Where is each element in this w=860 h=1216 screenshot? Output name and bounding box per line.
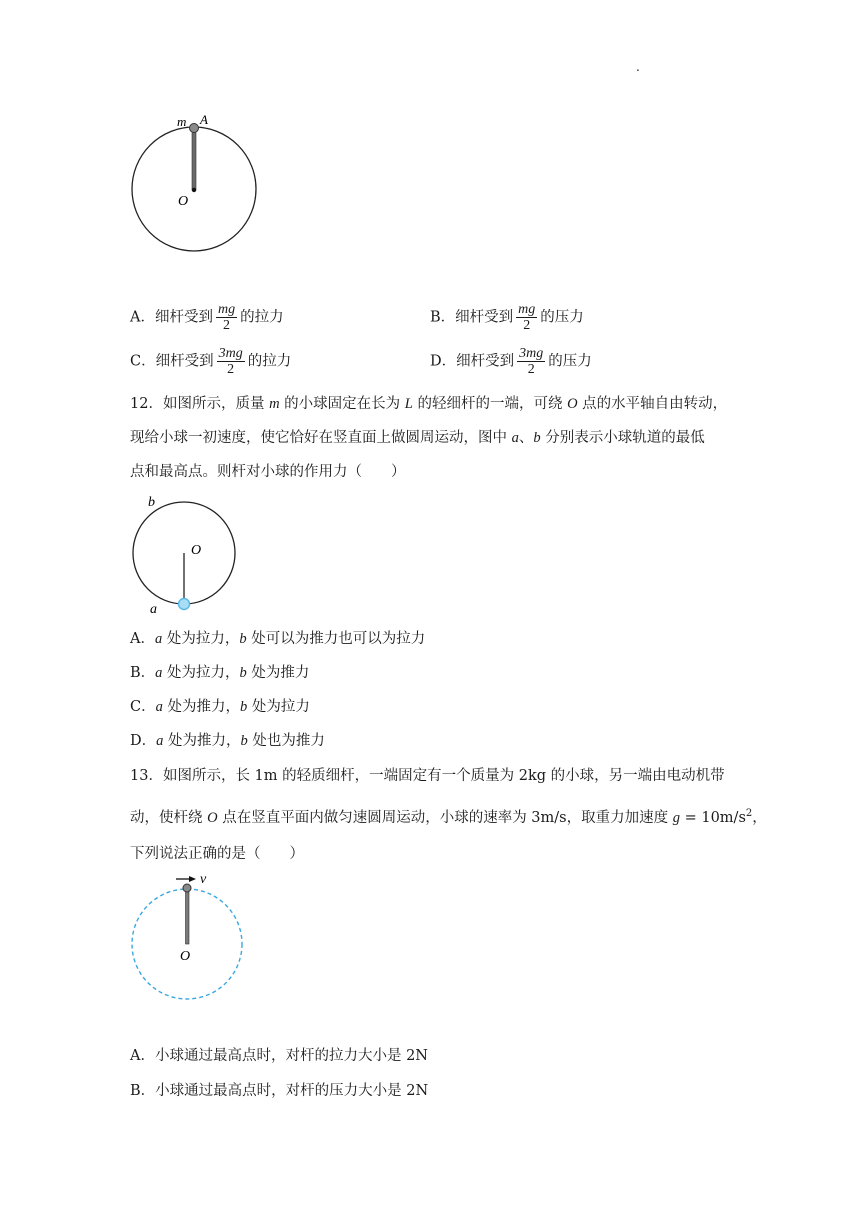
fraction-denominator: 2 [223,318,231,333]
text-segment: 处为推力， [162,699,240,715]
q11-option-a-fraction [216,302,237,333]
option-letter: A． [130,631,155,647]
fraction-numerator: 3mg [519,346,544,361]
q12-option-a [130,629,425,649]
q12-label-a: a [150,602,157,616]
q12-figure [128,488,248,616]
fraction-numerator: mg [518,302,536,317]
q12-stem-line-2 [130,428,740,448]
var-b: b [533,430,541,446]
text-segment: ， [752,809,767,826]
var-b: b [239,631,247,647]
q13-ball [183,884,191,892]
q13-velocity-arrow-head [189,876,196,882]
option-letter: B． [130,665,156,681]
q12-stem-line-3: 点和最高点。则杆对小球的作用力（ ） [130,464,406,480]
q13-stem-line-3: 下列说法正确的是（ ） [130,846,304,862]
q13-label-v: v [200,872,207,887]
q13-figure [126,868,252,1006]
q11-figure [120,108,270,258]
q11-option-b-suffix: 的压力 [540,309,584,326]
text-segment: 处可以为推力也可以为拉力 [246,631,426,647]
text-segment: 处为推力 [246,665,310,681]
var-a: a [156,733,164,749]
text-segment: 点的水平轴自由转动， [577,396,728,412]
q12-stem-line-1 [130,394,740,414]
q11-option-a-suffix: 的拉力 [240,309,284,326]
var-g: g [672,809,680,826]
var-a: a [154,631,163,647]
q13-label-O: O [180,949,191,964]
q12-label-O: O [191,543,202,558]
q11-label-m: m [177,114,187,129]
text-segment: 的小球固定在长为 [279,396,405,412]
q12-option-d [130,731,325,751]
q13-rod [186,888,190,944]
q11-option-d-fraction [517,346,545,377]
var-L: L [404,396,413,412]
q11-option-d-suffix: 的压力 [548,353,592,370]
text-segment: 处也为推力 [247,733,325,749]
q12-ball [179,599,190,610]
text-segment: 处为拉力， [162,631,240,647]
fraction-numerator: mg [217,302,236,317]
header-dot: . [636,60,640,74]
q13-stem-line-2 [130,804,767,828]
q11-option-b [430,302,584,333]
q11-option-c-prefix: C．细杆受到 [130,353,214,370]
text-segment: 点在竖直平面内做匀速圆周运动，小球的速率为 3m/s，取重力加速度 [217,809,673,826]
text-segment: 处为拉力， [162,665,240,681]
q11-rod [192,129,196,190]
var-b: b [240,733,248,749]
fraction-denominator: 2 [527,362,535,377]
text-segment: 处为推力， [163,733,241,749]
text-segment: 的轻细杆的一端，可绕 [412,396,568,412]
q13-option-a: A．小球通过最高点时，对杆的拉力大小是 2N [130,1048,428,1064]
q11-option-c-suffix: 的拉力 [247,353,292,370]
var-a: a [155,699,163,715]
var-m: m [269,396,280,412]
option-letter: C． [130,699,156,715]
q11-option-c [130,346,291,377]
q11-label-A: A [200,112,208,127]
fraction-denominator: 2 [227,362,235,377]
text-segment: 12．如图所示，质量 [130,396,270,412]
q12-option-c [130,697,310,717]
var-b: b [239,699,248,715]
q11-option-a-prefix: A．细杆受到 [130,309,213,326]
text-segment: 、 [518,430,534,446]
q11-ball [190,124,199,133]
text-segment: 处为拉力 [247,699,310,715]
text-segment: 分别表示小球轨道的最低 [540,430,705,446]
var-b: b [239,665,247,681]
fraction-numerator: 3mg [218,346,243,361]
q11-option-b-fraction [516,302,537,333]
text-segment: 动，使杆绕 [130,809,208,826]
option-letter: D． [130,733,157,749]
q12-option-b [130,663,309,683]
text-segment: = 10m/s [679,809,746,826]
var-a: a [511,430,519,446]
superscript: 2 [745,808,753,819]
text-segment: 现给小球一初速度，使它恰好在竖直面上做圆周运动，图中 [130,430,512,446]
q11-option-d [430,346,592,377]
q11-option-b-prefix: B．细杆受到 [430,309,514,326]
q11-option-c-fraction [217,346,245,377]
var-a: a [155,665,163,681]
q11-label-O: O [178,194,189,209]
q11-pivot-dot [192,188,196,192]
var-O: O [567,396,578,412]
q11-option-d-prefix: D．细杆受到 [430,353,515,370]
q11-option-a [130,302,284,333]
var-O: O [207,809,218,826]
q12-label-b: b [148,495,155,510]
fraction-denominator: 2 [523,318,531,333]
q13-stem-line-1: 13．如图所示，长 1m 的轻质细杆，一端固定有一个质量为 2kg 的小球，另一端由电动机带 [130,768,725,784]
q13-option-b: B．小球通过最高点时，对杆的压力大小是 2N [130,1083,429,1099]
